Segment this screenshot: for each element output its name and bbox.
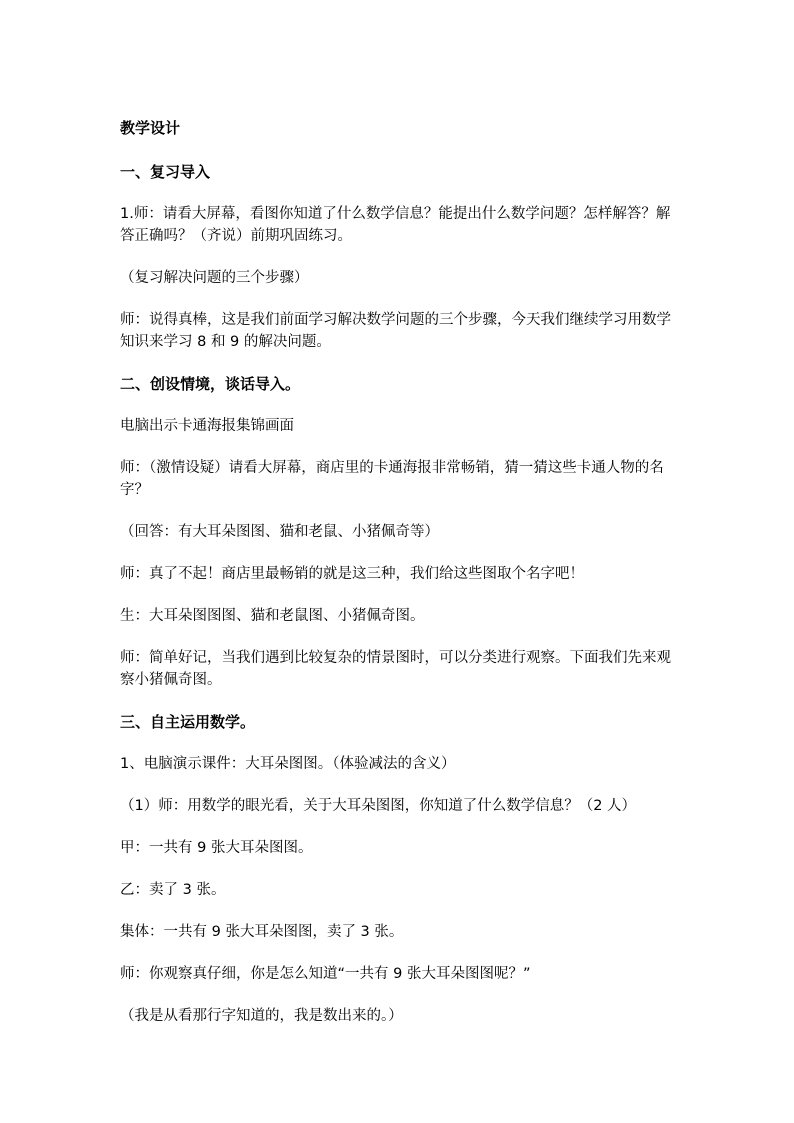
paragraph: 师：你观察真仔细，你是怎么知道“一共有 9 张大耳朵图图呢？” xyxy=(120,966,531,982)
paragraph: 师：（激情设疑）请看大屏幕，商店里的卡通海报非常畅销，猜一猜这些卡通人物的名字？ xyxy=(120,460,664,498)
document-page xyxy=(120,117,680,1047)
section-heading-scenario: 二、创设情境，谈话导入。 xyxy=(120,375,301,393)
paragraph: （回答：有大耳朵图图、猫和老鼠、小猪佩奇等） xyxy=(120,524,439,540)
paragraph: 甲：一共有 9 张大耳朵图图。 xyxy=(120,840,313,856)
paragraph: 1.师：请看大屏幕，看图你知道了什么数学信息？能提出什么数学问题？怎样解答？解答正确吗？（齐说）前期巩固练习。 xyxy=(120,206,671,244)
paragraph: 生：大耳朵图图图、猫和老鼠图、小猪佩奇图。 xyxy=(120,608,425,624)
paragraph: （1）师：用数学的眼光看，关于大耳朵图图，你知道了什么数学信息？（2 人） xyxy=(120,798,637,814)
paragraph: 集体：一共有 9 张大耳朵图图，卖了 3 张。 xyxy=(120,924,404,940)
paragraph: （我是从看那行字知道的，我是数出来的。） xyxy=(120,1008,403,1024)
paragraph: 电脑出示卡通海报集锦画面 xyxy=(120,418,294,434)
section-heading-review: 一、复习导入 xyxy=(120,163,211,181)
paragraph: 乙：卖了 3 张。 xyxy=(120,882,226,898)
document-title: 教学设计 xyxy=(120,119,181,137)
paragraph: 师：说得真棒，这是我们前面学习解决数学问题的三个步骤，今天我们继续学习用数学知识来学习 8 和 9 的解决问题。 xyxy=(120,312,671,350)
paragraph: 师：简单好记，当我们遇到比较复杂的情景图时，可以分类进行观察。下面我们先来观察小猪佩奇图。 xyxy=(120,650,671,688)
section-heading-apply-math: 三、自主运用数学。 xyxy=(120,713,256,731)
paragraph: 师：真了不起！商店里最畅销的就是这三种，我们给这些图取个名字吧！ xyxy=(120,566,584,582)
paragraph: （复习解决问题的三个步骤） xyxy=(120,270,309,286)
paragraph: 1、电脑演示课件：大耳朵图图。（体验减法的含义） xyxy=(120,756,456,772)
